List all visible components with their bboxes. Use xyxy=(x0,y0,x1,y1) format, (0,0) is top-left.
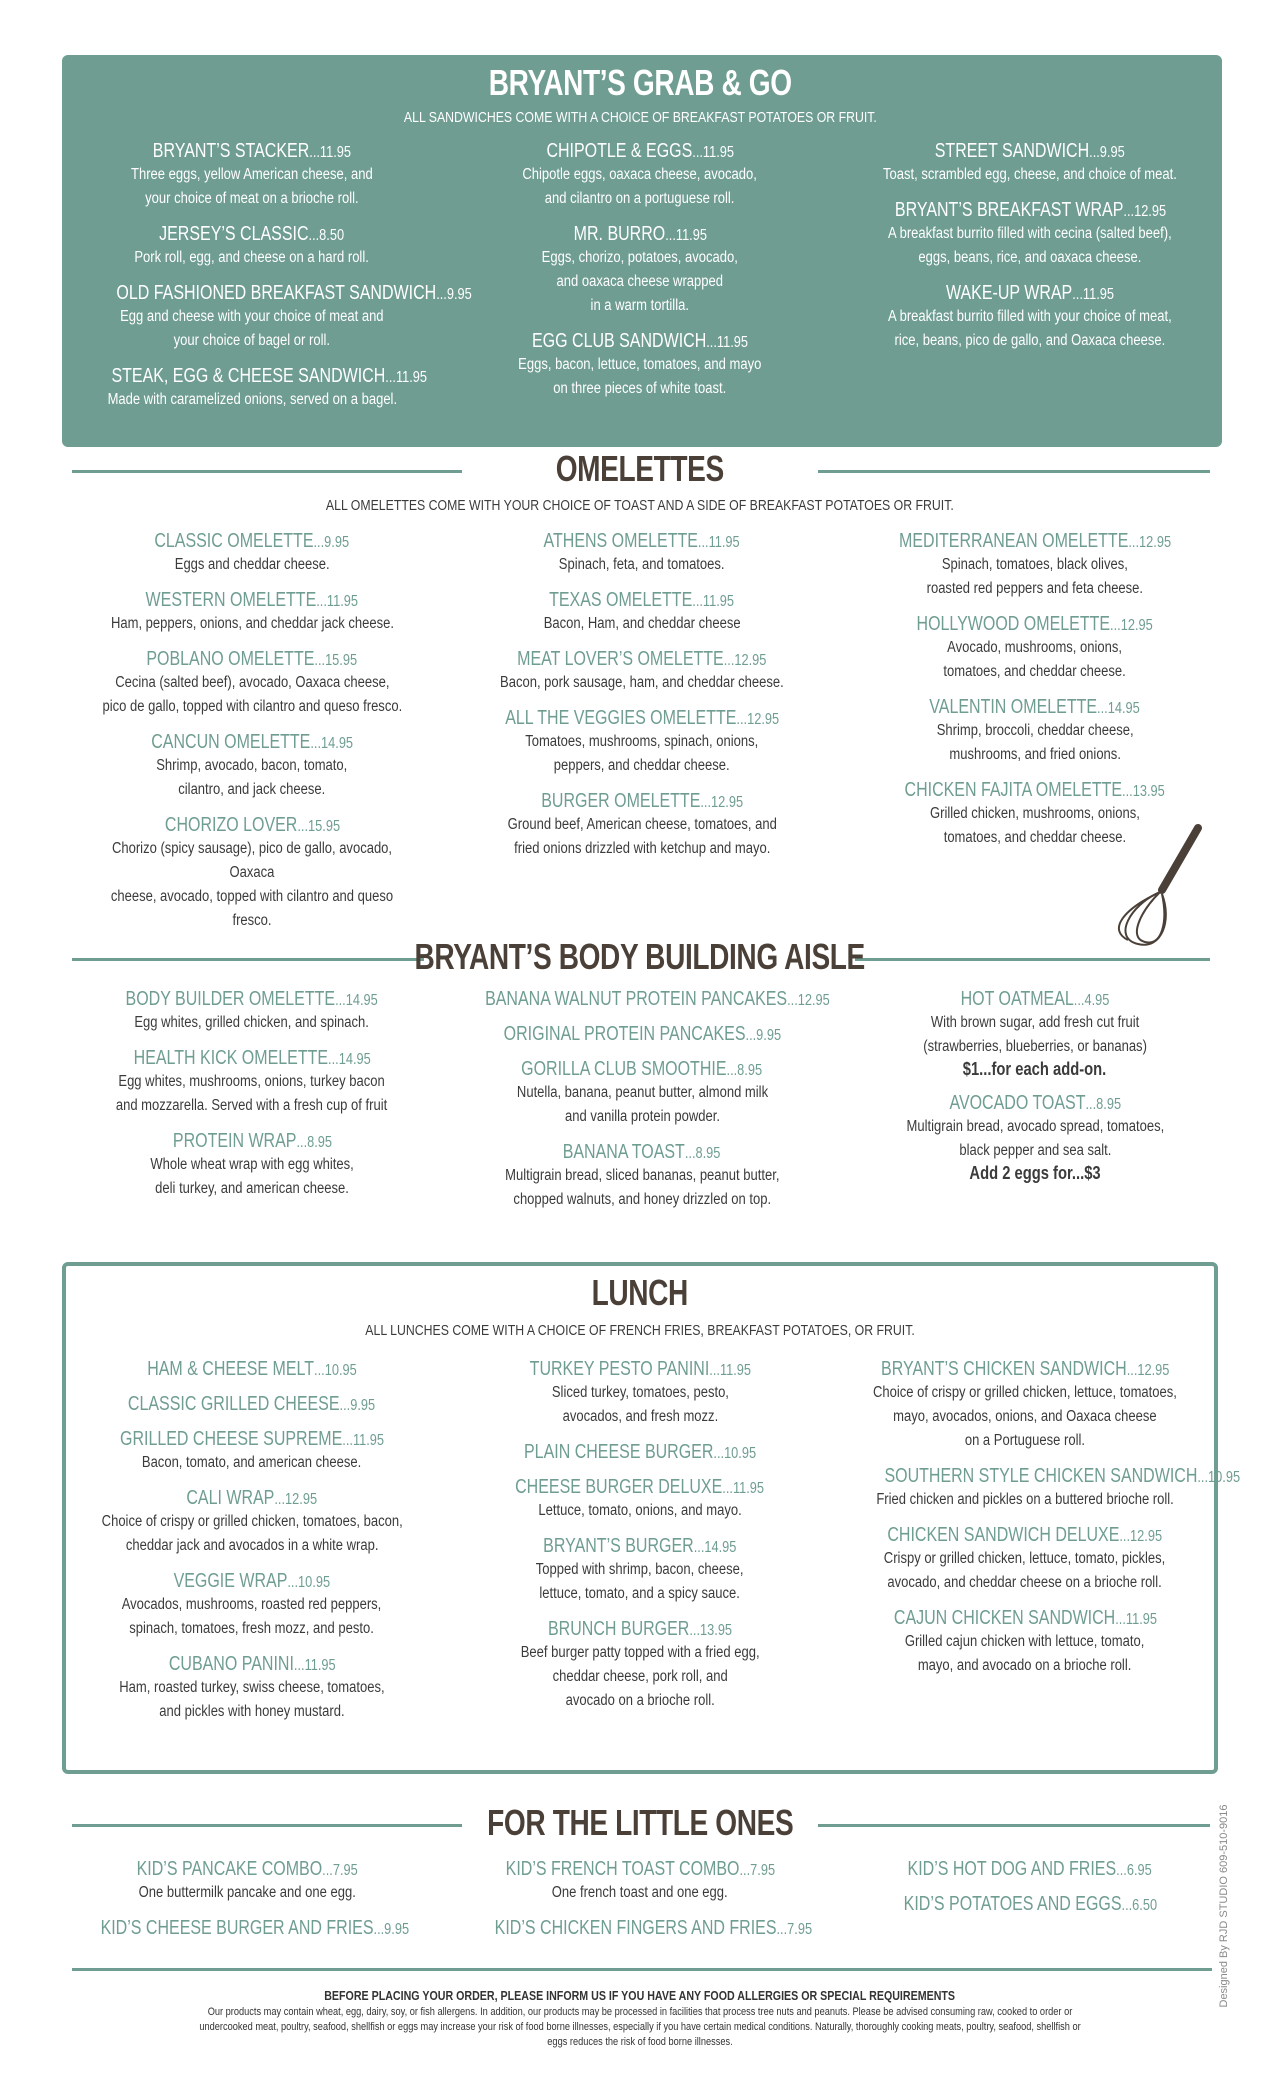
menu-item-name: KID’S FRENCH TOAST COMBO xyxy=(505,1858,740,1880)
menu-item-price: ...9.95 xyxy=(313,534,350,551)
menu-item-name: BRYANT’S CHICKEN SANDWICH xyxy=(880,1358,1127,1380)
menu-item-price: ...11.95 xyxy=(692,593,735,610)
grab-go-title: BRYANT’S GRAB & GO xyxy=(488,62,792,103)
menu-item-price: ...12.95 xyxy=(274,1491,318,1508)
grab-go-subtitle: ALL SANDWICHES COME WITH A CHOICE OF BREAKFAST POTATOES OR FRUIT. xyxy=(403,109,877,126)
designer-credit: Designed By RJD STUDIO 609-510-9016 xyxy=(1218,1804,1230,2008)
menu-item-description: Topped with shrimp, bacon, cheese, lettuce, tomato, and a spicy sauce. xyxy=(536,1561,744,1602)
menu-item-title xyxy=(855,779,1215,802)
menu-item-price: ...15.95 xyxy=(314,652,358,669)
menu-item-title xyxy=(62,1130,442,1153)
grab-go-col-2 xyxy=(460,140,820,413)
menu-item xyxy=(72,1487,432,1558)
menu-item-price: ...11.95 xyxy=(1114,1611,1157,1628)
allergy-notice-text: Our products may contain wheat, egg, dairy, soy, or fish allergens. In addition, our products may be processed in facilities that process tree nuts and peanuts. Please be advised consuming raw, cooked to order or undercooked meat, poultry, seafood, shellfish or eggs may increase your risk of food borne illnesses, especially if you have certain medical conditions. Naturally, thoroughly cooking meats, poultry, seafood, shellfish or eggs reduces the risk of food borne illnesses. xyxy=(199,2006,1081,2048)
menu-item-name: KID’S HOT DOG AND FRIES xyxy=(907,1858,1117,1880)
menu-item-description: Crispy or grilled chicken, lettuce, tomato, pickles, avocado, and cheddar cheese on a brioche roll. xyxy=(884,1550,1166,1591)
menu-item-price: ...6.95 xyxy=(1116,1862,1153,1879)
menu-item-title xyxy=(840,1358,1210,1381)
menu-item xyxy=(855,613,1215,684)
menu-item xyxy=(442,1023,842,1046)
menu-item xyxy=(462,707,822,778)
menu-item-title xyxy=(850,199,1210,222)
menu-item-name: CHICKEN SANDWICH DELUXE xyxy=(887,1524,1120,1546)
menu-item xyxy=(840,1524,1210,1595)
menu-item xyxy=(460,1535,820,1606)
menu-item xyxy=(840,1465,1241,1512)
menu-item-price: ...7.95 xyxy=(776,1921,813,1938)
menu-item xyxy=(462,648,822,695)
menu-item-title xyxy=(460,1535,820,1558)
menu-item-name: ALL THE VEGGIES OMELETTE xyxy=(505,707,737,729)
menu-item-name: KID’S POTATOES AND EGGS xyxy=(903,1893,1122,1915)
menu-item-name: MR. BURRO xyxy=(573,223,665,245)
menu-item-name: AVOCADO TOAST xyxy=(949,1092,1086,1114)
menu-item-title xyxy=(460,1441,820,1464)
menu-item-description: Tomatoes, mushrooms, spinach, onions, peppers, and cheddar cheese. xyxy=(525,733,759,774)
menu-item-title xyxy=(850,1858,1210,1881)
whisk-icon xyxy=(1100,820,1210,950)
menu-item-title xyxy=(72,1428,432,1451)
menu-item-price: ...12.95 xyxy=(723,652,767,669)
menu-item-price: ...12.95 xyxy=(1122,203,1166,220)
menu-item xyxy=(460,1358,820,1429)
menu-item-price: ...12.95 xyxy=(700,794,743,811)
menu-item-name: BANANA TOAST xyxy=(563,1141,686,1163)
menu-item-title xyxy=(855,696,1215,719)
menu-item-name: HEALTH KICK OMELETTE xyxy=(133,1047,328,1069)
menu-item xyxy=(62,814,442,933)
menu-item-description: One french toast and one egg. xyxy=(552,1884,728,1901)
menu-item-price: ...11.95 xyxy=(722,1480,765,1497)
menu-item-title xyxy=(62,731,442,754)
menu-item-name: CHORIZO LOVER xyxy=(164,814,297,836)
menu-item-price: ...9.95 xyxy=(436,286,472,303)
menu-item-name: ORIGINAL PROTEIN PANCAKES xyxy=(503,1023,746,1045)
menu-item-name: GORILLA CLUB SMOOTHIE xyxy=(521,1058,727,1080)
menu-item-title xyxy=(72,223,432,246)
menu-item-description: Bacon, pork sausage, ham, and cheddar cheese. xyxy=(500,674,784,691)
menu-item-title xyxy=(855,1092,1215,1115)
menu-item-name: CHEESE BURGER DELUXE xyxy=(515,1476,723,1498)
menu-item-price: ...11.95 xyxy=(342,1432,385,1449)
menu-item-name: CUBANO PANINI xyxy=(168,1653,294,1675)
little-col-2 xyxy=(455,1858,825,1952)
menu-item xyxy=(840,1607,1210,1678)
menu-item xyxy=(855,530,1215,601)
menu-item-price: ...10.95 xyxy=(314,1362,357,1379)
menu-item-description: Made with caramelized onions, served on a bagel. xyxy=(107,391,397,408)
body-col-1 xyxy=(62,988,442,1213)
menu-item xyxy=(62,1858,432,1905)
menu-item-description: With brown sugar, add fresh cut fruit (strawberries, blueberries, or bananas) xyxy=(923,1014,1147,1055)
menu-item xyxy=(460,330,820,401)
menu-item xyxy=(462,790,822,861)
menu-item xyxy=(72,1653,432,1724)
menu-item xyxy=(850,1858,1210,1881)
menu-item-price: ...8.50 xyxy=(308,227,345,244)
menu-item-name: GRILLED CHEESE SUPREME xyxy=(119,1428,343,1450)
menu-item-description: Bacon, Ham, and cheddar cheese xyxy=(543,615,741,632)
menu-item-name: VEGGIE WRAP xyxy=(173,1570,288,1592)
menu-item-name: KID’S CHEESE BURGER AND FRIES xyxy=(100,1917,374,1939)
menu-item xyxy=(62,1130,442,1201)
menu-item-price: ...13.95 xyxy=(1122,783,1166,800)
menu-item-title xyxy=(62,1917,432,1940)
menu-item xyxy=(62,731,442,802)
menu-item-name: SOUTHERN STYLE CHICKEN SANDWICH xyxy=(884,1465,1198,1487)
menu-item-name: VALENTIN OMELETTE xyxy=(929,696,1098,718)
menu-item-price: ...15.95 xyxy=(296,818,340,835)
body-building-title: BRYANT’S BODY BUILDING AISLE xyxy=(414,936,866,977)
menu-item-title xyxy=(62,1047,442,1070)
menu-item-title xyxy=(850,1893,1210,1916)
menu-item-title xyxy=(442,988,842,1011)
menu-item-description: A breakfast burrito filled with your choice of meat, rice, beans, pico de gallo, and Oaxaca cheese. xyxy=(888,308,1172,349)
menu-item xyxy=(442,1058,842,1129)
menu-item-title xyxy=(460,1358,820,1381)
menu-item-title xyxy=(72,1358,432,1381)
menu-item-description: Beef burger patty topped with a fried egg, cheddar cheese, pork roll, and avocado on a brioche roll. xyxy=(520,1644,760,1709)
little-ones-title: FOR THE LITTLE ONES xyxy=(486,1802,794,1843)
menu-item xyxy=(850,140,1210,187)
menu-item-title xyxy=(460,1618,820,1641)
lunch-col-3 xyxy=(840,1358,1241,1690)
menu-item-price: ...11.95 xyxy=(706,334,748,351)
menu-item-name: BRYANT’S BURGER xyxy=(543,1535,694,1557)
menu-item-price: ...11.95 xyxy=(309,144,352,161)
menu-item-title xyxy=(462,790,822,813)
menu-item-description: Chipotle eggs, oaxaca cheese, avocado, and cilantro on a portuguese roll. xyxy=(522,166,758,207)
menu-item-description: Fried chicken and pickles on a buttered brioche roll. xyxy=(876,1491,1174,1508)
menu-item xyxy=(462,530,822,577)
menu-item-title xyxy=(62,814,442,837)
menu-item-title xyxy=(72,1487,432,1510)
menu-item-description: A breakfast burrito filled with cecina (salted beef), eggs, beans, rice, and oaxaca cheese. xyxy=(888,225,1172,266)
menu-item-name: ATHENS OMELETTE xyxy=(543,530,699,552)
menu-item-name: TEXAS OMELETTE xyxy=(549,589,693,611)
menu-item xyxy=(62,1917,432,1940)
menu-item-price: ...7.95 xyxy=(739,1862,775,1879)
menu-item-title xyxy=(462,648,822,671)
menu-item-description: Eggs, chorizo, potatoes, avocado, and oaxaca cheese wrapped in a warm tortilla. xyxy=(541,249,739,314)
menu-item-name: KID’S PANCAKE COMBO xyxy=(136,1858,322,1880)
menu-item-title xyxy=(455,1917,825,1940)
menu-item-title xyxy=(855,530,1215,553)
menu-item-name: CLASSIC GRILLED CHEESE xyxy=(128,1393,341,1415)
omelettes-col-3 xyxy=(855,530,1215,862)
menu-item-description: Avocado, mushrooms, onions, tomatoes, and cheddar cheese. xyxy=(943,639,1127,680)
menu-item-title xyxy=(72,1393,432,1416)
menu-item-price: ...12.95 xyxy=(1110,617,1154,634)
menu-item-price: ...12.95 xyxy=(736,711,779,728)
menu-item-price: ...11.95 xyxy=(708,1362,751,1379)
menu-item-price: ...11.95 xyxy=(664,227,707,244)
menu-item-title xyxy=(850,140,1210,163)
menu-item-name: WAKE-UP WRAP xyxy=(945,282,1073,304)
omelettes-col-1 xyxy=(62,530,442,945)
menu-item-name: KID’S CHICKEN FINGERS AND FRIES xyxy=(494,1917,777,1939)
menu-item-title xyxy=(72,1653,432,1676)
menu-item xyxy=(460,1441,820,1464)
menu-item-name: BURGER OMELETTE xyxy=(541,790,701,812)
menu-item-title xyxy=(62,988,442,1011)
menu-item-price: ...11.95 xyxy=(385,369,428,386)
lunch-title: LUNCH xyxy=(591,1272,689,1313)
menu-item xyxy=(850,1893,1210,1916)
menu-item xyxy=(460,1618,820,1713)
menu-item-name: CALI WRAP xyxy=(186,1487,275,1509)
menu-item-price: ...9.95 xyxy=(1089,144,1125,161)
menu-item-title xyxy=(840,1524,1210,1547)
menu-item-title xyxy=(840,1607,1210,1630)
footer-rule xyxy=(72,1968,1212,1971)
menu-item-title xyxy=(460,1476,820,1499)
menu-item-name: HAM & CHEESE MELT xyxy=(147,1358,315,1380)
menu-item-price: ...11.95 xyxy=(293,1657,336,1674)
menu-item-description: Pork roll, egg, and cheese on a hard roll. xyxy=(134,249,370,266)
menu-item-name: CHIPOTLE & EGGS xyxy=(546,140,693,162)
menu-item-description: Egg whites, mushrooms, onions, turkey bacon and mozzarella. Served with a fresh cup of fruit xyxy=(116,1073,388,1114)
menu-item xyxy=(850,282,1210,353)
menu-item-description: Multigrain bread, avocado spread, tomatoes, black pepper and sea salt. xyxy=(906,1118,1164,1159)
menu-item xyxy=(72,282,472,353)
menu-item xyxy=(850,199,1210,270)
menu-item xyxy=(455,1917,825,1940)
menu-item-description: Ham, roasted turkey, swiss cheese, tomatoes, and pickles with honey mustard. xyxy=(119,1679,385,1720)
omelettes-title: OMELETTES xyxy=(555,448,725,489)
menu-item xyxy=(72,1570,432,1641)
menu-item-name: OLD FASHIONED BREAKFAST SANDWICH xyxy=(116,282,437,304)
menu-item xyxy=(62,648,442,719)
menu-item-description: One buttermilk pancake and one egg. xyxy=(138,1884,356,1901)
menu-item xyxy=(460,1476,820,1523)
menu-item-title xyxy=(855,988,1215,1011)
lunch-col-2 xyxy=(460,1358,820,1725)
menu-item xyxy=(442,1141,842,1212)
little-col-1 xyxy=(62,1858,432,1952)
menu-item-description: Multigrain bread, sliced bananas, peanut butter, chopped walnuts, and honey drizzled on top. xyxy=(504,1167,780,1208)
menu-item-addon: $1...for each add-on. xyxy=(963,1059,1107,1079)
menu-item-description: Spinach, tomatoes, black olives, roasted red peppers and feta cheese. xyxy=(926,556,1144,597)
menu-item-description: Nutella, banana, peanut butter, almond milk and vanilla protein powder. xyxy=(516,1084,768,1125)
menu-item-name: STEAK, EGG & CHEESE SANDWICH xyxy=(111,365,386,387)
menu-item-price: ...11.95 xyxy=(316,593,359,610)
menu-item-price: ...6.50 xyxy=(1121,1897,1157,1914)
menu-item-name: BODY BUILDER OMELETTE xyxy=(125,988,336,1010)
menu-item-price: ...11.95 xyxy=(1072,286,1114,303)
menu-item-name: JERSEY’S CLASSIC xyxy=(159,223,309,245)
body-col-3 xyxy=(855,988,1215,1196)
menu-item-price: ...9.95 xyxy=(745,1027,781,1044)
menu-item xyxy=(460,223,820,318)
menu-item-title xyxy=(72,365,432,388)
menu-item-price: ...8.95 xyxy=(295,1134,332,1151)
menu-item-description: Toast, scrambled egg, cheese, and choice of meat. xyxy=(883,166,1177,183)
menu-item xyxy=(455,1858,825,1905)
omelettes-col-2 xyxy=(462,530,822,873)
menu-item xyxy=(855,696,1215,767)
menu-item-title xyxy=(62,648,442,671)
menu-item-price: ...12.95 xyxy=(1128,534,1172,551)
allergy-notice-title: BEFORE PLACING YOUR ORDER, PLEASE INFORM US IF YOU HAVE ANY FOOD ALLERGIES OR SPECIAL REQUIREMENTS xyxy=(324,1988,956,2003)
menu-item xyxy=(62,589,442,636)
menu-item-title xyxy=(72,282,472,305)
menu-item-description: Ground beef, American cheese, tomatoes, and fried onions drizzled with ketchup and mayo. xyxy=(507,816,777,857)
menu-item-price: ...12.95 xyxy=(1119,1528,1163,1545)
menu-item-price: ...13.95 xyxy=(689,1622,733,1639)
menu-item xyxy=(855,1092,1215,1184)
menu-item-description: Egg and cheese with your choice of meat and your choice of bagel or roll. xyxy=(120,308,384,349)
menu-item-title xyxy=(442,1023,842,1046)
menu-item-description: Spinach, feta, and tomatoes. xyxy=(559,556,725,573)
menu-item-title xyxy=(442,1141,842,1164)
menu-item xyxy=(840,1358,1210,1453)
menu-item-title xyxy=(462,707,822,730)
menu-item-name: HOLLYWOOD OMELETTE xyxy=(916,613,1111,635)
menu-item-name: CHICKEN FAJITA OMELETTE xyxy=(904,779,1123,801)
menu-item xyxy=(62,530,442,577)
menu-item-name: BRYANT’S STACKER xyxy=(152,140,310,162)
menu-item-price: ...7.95 xyxy=(321,1862,358,1879)
menu-item-name: BRYANT’S BREAKFAST WRAP xyxy=(894,199,1123,221)
menu-item-name: EGG CLUB SANDWICH xyxy=(532,330,707,352)
menu-item-name: HOT OATMEAL xyxy=(960,988,1074,1010)
menu-item-description: Grilled cajun chicken with lettuce, tomato, mayo, and avocado on a brioche roll. xyxy=(905,1633,1145,1674)
menu-item-name: CLASSIC OMELETTE xyxy=(154,530,314,552)
menu-item-title xyxy=(855,613,1215,636)
menu-item-price: ...11.95 xyxy=(692,144,734,161)
little-col-3 xyxy=(850,1858,1210,1928)
lunch-col-1 xyxy=(72,1358,432,1736)
menu-item-title xyxy=(460,330,820,353)
menu-item-name: CANCUN OMELETTE xyxy=(151,731,311,753)
menu-item-title xyxy=(460,223,820,246)
menu-item-price: ...14.95 xyxy=(335,992,379,1009)
menu-item-title xyxy=(62,1858,432,1881)
menu-item-price: ...8.95 xyxy=(1085,1096,1121,1113)
grab-go-col-1 xyxy=(72,140,472,424)
menu-item-price: ...14.95 xyxy=(693,1539,737,1556)
menu-item xyxy=(855,988,1215,1080)
menu-item-description: Eggs, bacon, lettuce, tomatoes, and mayo on three pieces of white toast. xyxy=(518,356,762,397)
menu-item-description: Cecina (salted beef), avocado, Oaxaca cheese, pico de gallo, topped with cilantro and queso fresco. xyxy=(102,674,402,715)
menu-item-name: CAJUN CHICKEN SANDWICH xyxy=(893,1607,1115,1629)
menu-item-price: ...10.95 xyxy=(713,1445,757,1462)
menu-item-price: ...14.95 xyxy=(327,1051,371,1068)
menu-item xyxy=(72,1358,432,1381)
menu-item-description: Three eggs, yellow American cheese, and your choice of meat on a brioche roll. xyxy=(131,166,373,207)
menu-item-description: Shrimp, avocado, bacon, tomato, cilantro, and jack cheese. xyxy=(156,757,348,798)
menu-item-price: ...4.95 xyxy=(1073,992,1110,1009)
menu-item-title xyxy=(62,589,442,612)
menu-item-title xyxy=(840,1465,1241,1488)
menu-item-name: BANANA WALNUT PROTEIN PANCAKES xyxy=(485,988,788,1010)
menu-item xyxy=(462,589,822,636)
menu-item xyxy=(72,223,432,270)
menu-item-description: Sliced turkey, tomatoes, pesto, avocados, and fresh mozz. xyxy=(551,1384,729,1425)
menu-item xyxy=(72,365,432,412)
menu-item-name: TURKEY PESTO PANINI xyxy=(529,1358,709,1380)
menu-item-description: Avocados, mushrooms, roasted red peppers, spinach, tomatoes, fresh mozz, and pesto. xyxy=(122,1596,382,1637)
menu-item-description: Whole wheat wrap with egg whites, deli turkey, and american cheese. xyxy=(150,1156,354,1197)
menu-item-name: PLAIN CHEESE BURGER xyxy=(523,1441,714,1463)
menu-item-description: Bacon, tomato, and american cheese. xyxy=(142,1454,362,1471)
menu-item-name: PROTEIN WRAP xyxy=(172,1130,296,1152)
menu-item-price: ...12.95 xyxy=(1126,1362,1170,1379)
menu-item-title xyxy=(460,140,820,163)
grab-go-col-3 xyxy=(850,140,1210,365)
body-col-2 xyxy=(442,988,842,1224)
menu-item xyxy=(442,988,842,1011)
menu-item-name: BRUNCH BURGER xyxy=(547,1618,690,1640)
menu-item-description: Chorizo (spicy sausage), pico de gallo, avocado, Oaxaca cheese, avocado, topped with cilantro and queso fresco. xyxy=(110,840,394,929)
menu-item xyxy=(72,1393,432,1416)
menu-item-price: ...12.95 xyxy=(787,992,830,1009)
menu-item-title xyxy=(455,1858,825,1881)
menu-item-name: STREET SANDWICH xyxy=(935,140,1090,162)
menu-item-title xyxy=(850,282,1210,305)
menu-item-description: Ham, peppers, onions, and cheddar jack cheese. xyxy=(110,615,394,632)
menu-item-title xyxy=(462,589,822,612)
menu-item-name: MEDITERRANEAN OMELETTE xyxy=(898,530,1129,552)
omelettes-subtitle: ALL OMELETTES COME WITH YOUR CHOICE OF TOAST AND A SIDE OF BREAKFAST POTATOES OR FRUIT. xyxy=(326,497,954,514)
lunch-subtitle: ALL LUNCHES COME WITH A CHOICE OF FRENCH FRIES, BREAKFAST POTATOES, OR FRUIT. xyxy=(365,1322,915,1339)
menu-item-description: Choice of crispy or grilled chicken, tomatoes, bacon, cheddar jack and avocados in a white wrap. xyxy=(101,1513,403,1554)
menu-item xyxy=(72,140,432,211)
menu-item-price: ...10.95 xyxy=(1197,1469,1241,1486)
menu-item-description: Eggs and cheddar cheese. xyxy=(174,556,330,573)
menu-item-title xyxy=(462,530,822,553)
menu-item-price: ...8.95 xyxy=(685,1145,721,1162)
menu-item-price: ...10.95 xyxy=(287,1574,331,1591)
menu-item xyxy=(62,988,442,1035)
menu-item-description: Grilled chicken, mushrooms, onions, tomatoes, and cheddar cheese. xyxy=(930,805,1140,846)
menu-item xyxy=(72,1428,432,1475)
menu-item-price: ...14.95 xyxy=(310,735,353,752)
menu-item-title xyxy=(72,1570,432,1593)
menu-item xyxy=(460,140,820,211)
menu-item-title xyxy=(62,530,442,553)
menu-item-description: Choice of crispy or grilled chicken, lettuce, tomatoes, mayo, avocados, onions, and Oaxaca cheese on a Portuguese roll. xyxy=(873,1384,1177,1449)
menu-item-price: ...14.95 xyxy=(1097,700,1141,717)
menu-item-description: Egg whites, grilled chicken, and spinach. xyxy=(134,1014,370,1031)
menu-item-price: ...8.95 xyxy=(726,1062,763,1079)
menu-item-description: Shrimp, broccoli, cheddar cheese, mushrooms, and fried onions. xyxy=(936,722,1134,763)
menu-item-title xyxy=(442,1058,842,1081)
menu-item-price: ...9.95 xyxy=(373,1921,410,1938)
menu-item-price: ...9.95 xyxy=(340,1397,376,1414)
menu-item-name: POBLANO OMELETTE xyxy=(146,648,315,670)
menu-item-title xyxy=(72,140,432,163)
menu-item-addon: Add 2 eggs for...$3 xyxy=(969,1163,1101,1183)
menu-item-price: ...11.95 xyxy=(698,534,741,551)
menu-item-description: Lettuce, tomato, onions, and mayo. xyxy=(538,1502,742,1519)
menu-item xyxy=(62,1047,442,1118)
menu-item-name: MEAT LOVER’S OMELETTE xyxy=(517,648,724,670)
menu-item-name: WESTERN OMELETTE xyxy=(145,589,317,611)
